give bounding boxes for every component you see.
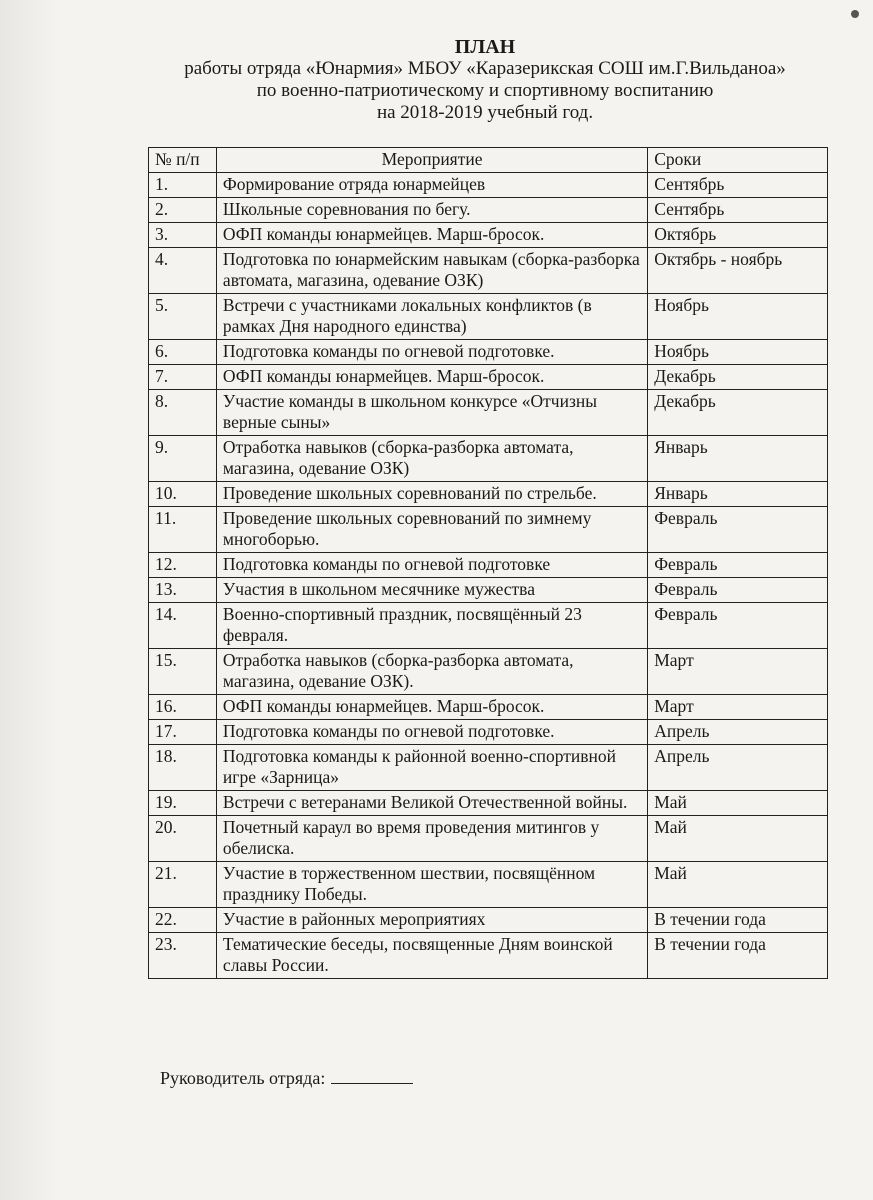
row-event: ОФП команды юнармейцев. Марш-бросок. (216, 223, 647, 248)
row-number: 20. (149, 816, 217, 862)
row-number: 3. (149, 223, 217, 248)
row-event: Участия в школьном месячнике мужества (216, 578, 647, 603)
row-term: Октябрь - ноябрь (648, 248, 828, 294)
row-number: 9. (149, 436, 217, 482)
row-event: Тематические беседы, посвященные Дням воинской славы России. (216, 933, 647, 979)
row-term: Май (648, 862, 828, 908)
row-term: Март (648, 649, 828, 695)
row-event: Подготовка команды к районной военно-спортивной игре «Зарница» (216, 745, 647, 791)
row-number: 15. (149, 649, 217, 695)
table-row (149, 223, 828, 248)
row-event: Проведение школьных соревнований по стрельбе. (216, 482, 647, 507)
row-event: Подготовка по юнармейским навыкам (сборка-разборка автомата, магазина, одевание ОЗК) (216, 248, 647, 294)
document-title: ПЛАН (454, 36, 516, 58)
row-term: Декабрь (648, 390, 828, 436)
table-row (149, 720, 828, 745)
row-event: Формирование отряда юнармейцев (216, 173, 647, 198)
row-number: 21. (149, 862, 217, 908)
row-event: Участие команды в школьном конкурсе «Отчизны верные сыны» (216, 390, 647, 436)
table-body (149, 173, 828, 979)
row-number: 17. (149, 720, 217, 745)
table-row (149, 436, 828, 482)
row-term: Январь (648, 436, 828, 482)
leader-label: Руководитель отряда: (160, 1068, 326, 1088)
signature-line (331, 1069, 413, 1084)
table-row (149, 649, 828, 695)
row-term: Сентябрь (648, 198, 828, 223)
table-row (149, 862, 828, 908)
row-term: Апрель (648, 745, 828, 791)
table-row (149, 340, 828, 365)
table-row (149, 745, 828, 791)
table-row (149, 816, 828, 862)
row-event: Отработка навыков (сборка-разборка автомата, магазина, одевание ОЗК) (216, 436, 647, 482)
row-term: Февраль (648, 578, 828, 603)
table-row (149, 173, 828, 198)
row-term: Декабрь (648, 365, 828, 390)
table-row (149, 578, 828, 603)
header-line-2: по военно-патриотическому и спортивному воспитанию (256, 80, 714, 101)
table-row (149, 695, 828, 720)
row-event: Подготовка команды по огневой подготовке. (216, 340, 647, 365)
column-header-term: Сроки (648, 148, 828, 173)
row-term: Октябрь (648, 223, 828, 248)
row-term: Февраль (648, 507, 828, 553)
row-number: 10. (149, 482, 217, 507)
table-row (149, 553, 828, 578)
row-number: 8. (149, 390, 217, 436)
row-number: 22. (149, 908, 217, 933)
row-term: Ноябрь (648, 340, 828, 365)
row-event: Школьные соревнования по бегу. (216, 198, 647, 223)
row-number: 5. (149, 294, 217, 340)
row-term: Январь (648, 482, 828, 507)
row-event: ОФП команды юнармейцев. Марш-бросок. (216, 365, 647, 390)
row-term: Май (648, 816, 828, 862)
row-term: Ноябрь (648, 294, 828, 340)
row-number: 13. (149, 578, 217, 603)
row-term: В течении года (648, 908, 828, 933)
table-row (149, 507, 828, 553)
table-row (149, 603, 828, 649)
row-event: Встречи с ветеранами Великой Отечественной войны. (216, 791, 647, 816)
table-row (149, 248, 828, 294)
row-event: Подготовка команды по огневой подготовке. (216, 720, 647, 745)
footer (160, 1068, 413, 1089)
scan-dot (851, 10, 859, 18)
table-row (149, 198, 828, 223)
table-row (149, 365, 828, 390)
row-number: 14. (149, 603, 217, 649)
column-header-number: № п/п (149, 148, 217, 173)
row-term: Февраль (648, 553, 828, 578)
row-number: 1. (149, 173, 217, 198)
row-number: 23. (149, 933, 217, 979)
row-term: Март (648, 695, 828, 720)
row-number: 16. (149, 695, 217, 720)
table-row (149, 791, 828, 816)
plan-table (148, 147, 828, 979)
row-term: Сентябрь (648, 173, 828, 198)
row-event: Встречи с участниками локальных конфликтов (в рамках Дня народного единства) (216, 294, 647, 340)
row-event: Участие в торжественном шествии, посвящённом празднику Победы. (216, 862, 647, 908)
row-number: 4. (149, 248, 217, 294)
row-term: Апрель (648, 720, 828, 745)
row-event: Почетный караул во время проведения митингов у обелиска. (216, 816, 647, 862)
table-row (149, 908, 828, 933)
table-row (149, 482, 828, 507)
table-row (149, 294, 828, 340)
header-line-1: работы отряда «Юнармия» МБОУ «Каразерикская СОШ им.Г.Вильданоа» (184, 58, 786, 79)
row-number: 7. (149, 365, 217, 390)
row-term: В течении года (648, 933, 828, 979)
row-event: ОФП команды юнармейцев. Марш-бросок. (216, 695, 647, 720)
row-term: Май (648, 791, 828, 816)
row-number: 11. (149, 507, 217, 553)
table-header-row (149, 148, 828, 173)
column-header-event: Мероприятие (216, 148, 647, 173)
row-event: Военно-спортивный праздник, посвящённый 23 февраля. (216, 603, 647, 649)
row-event: Участие в районных мероприятиях (216, 908, 647, 933)
scan-shadow (0, 0, 60, 1200)
document-header (150, 36, 820, 124)
row-number: 6. (149, 340, 217, 365)
row-number: 18. (149, 745, 217, 791)
row-event: Проведение школьных соревнований по зимнему многоборью. (216, 507, 647, 553)
row-number: 2. (149, 198, 217, 223)
row-term: Февраль (648, 603, 828, 649)
header-line-3: на 2018-2019 учебный год. (376, 102, 594, 123)
table-row (149, 390, 828, 436)
row-number: 19. (149, 791, 217, 816)
table-row (149, 933, 828, 979)
row-event: Отработка навыков (сборка-разборка автомата, магазина, одевание ОЗК). (216, 649, 647, 695)
row-event: Подготовка команды по огневой подготовке (216, 553, 647, 578)
row-number: 12. (149, 553, 217, 578)
